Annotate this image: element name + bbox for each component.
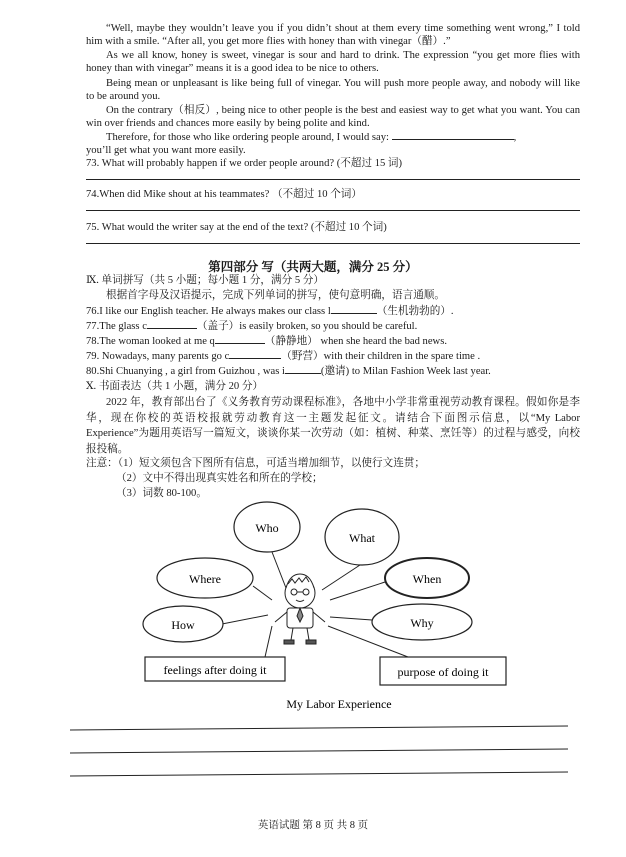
bubble-how [143,606,223,642]
box-feelings-label: feelings after doing it [163,663,267,677]
part-10-title: Ⅹ. 书面表达（共 1 小题，满分 20 分） [86,381,264,392]
student-figure-icon [275,574,325,644]
diagram-caption: My Labor Experience [286,697,392,711]
item-77-hint: （盖子）is easily broken, so you should be careful. [196,321,418,332]
bubble-why-label: Why [410,616,434,630]
box-purpose-label: purpose of doing it [397,665,489,679]
item-77-text: 77.The glass c [86,321,147,332]
bubble-when [385,558,469,598]
writing-prompt: 2022 年，教育部出台了《义务教育劳动课程标准》，各地中小学非常重视劳动教育课程。假如你是李华，现在你校的英语校报就劳动教育这一主题发起征文。请结合下面图示信息，以“My Labor Experience”为题用英语写一篇短文，谈谈你某一次劳动（如：植树、种菜、烹饪等）的过程与感受，向校报投稿。 [86,397,580,455]
passage-paragraph-2: As we all know, honey is sweet, vinegar is sour and hard to drink. The expression “you get more flies with honey than with vinegar” means it is a good idea to be nice to others. [86,50,580,75]
bubble-who [234,502,300,552]
part-9-instructions: 根据首字母及汉语提示，完成下列单词的拼写，使句意明确，语言通顺。 [106,290,445,301]
bubble-what [325,509,399,565]
bubble-how-label: How [171,618,195,632]
note-1: （1）短文须包含下图所有信息，可适当增加细节，以使行文连贯； [117,458,425,469]
item-78-hint: （静静地） when she heard the bad news. [264,336,447,347]
passage-paragraph-5-text: Therefore, for those who like ordering people around, I would say: [106,132,390,143]
item-76-text: 76.I like our English teacher. He always makes our class l [86,306,331,317]
bubble-who-label: Who [255,521,279,535]
question-74: 74.When did Mike shout at his teammates? （不超过 10 个词） [86,189,362,200]
passage-paragraph-1: “Well, maybe they wouldn’t leave you if you didn’t shout at them every time something went wrong,” I told him with a smile. “After all, you get more flies with honey than with vinegar（醋）.” [86,23,580,48]
notes-label: 注意： [86,458,118,469]
passage-paragraph-5: Therefore, for those who like ordering people around, I would say: , [106,132,517,143]
note-3: （3）词数 80-100。 [116,488,207,499]
bubble-what-label: What [349,531,375,545]
item-79-hint: （野营）with their children in the spare time . [281,351,481,362]
item-80-text: 80.Shi Chuanying , a girl from Guizhou , was i [86,366,285,377]
bubble-where-label: Where [189,572,221,586]
item-80-hint: (邀请) to Milan Fashion Week last year. [320,366,491,377]
item-79-text: 79. Nowadays, many parents go c [86,351,230,362]
bubble-where [157,558,253,598]
passage-paragraph-3: Being mean or unpleasant is like being full of vinegar. You will push more people away, and nobody will like to be around you. [86,78,580,103]
section-4-title: 第四部分 写（共两大题，满分 25 分） [208,260,418,274]
bubble-why [372,604,472,640]
box-purpose [380,657,506,685]
item-78-text: 78.The woman looked at me q [86,336,215,347]
item-76-hint: （生机勃勃的）. [376,306,454,317]
part-9-title: Ⅸ. 单词拼写（共 5 小题；每小题 1 分，满分 5 分） [86,275,324,286]
page-footer: 英语试题 第 8 页 共 8 页 [257,820,369,831]
composition-lines[interactable] [70,726,568,776]
box-feelings [145,657,285,681]
note-2: （2）文中不得出现真实姓名和所在的学校； [116,473,323,484]
passage-paragraph-5-end: you’ll get what you want more easily. [86,145,246,156]
bubble-when-label: When [412,572,442,586]
question-73: 73. What will probably happen if we order people around? (不超过 15 词) [86,158,403,169]
question-75: 75. What would the writer say at the end of the text? (不超过 10 个词) [86,222,387,233]
passage-paragraph-4: On the contrary（相反）, being nice to other people is the best and easiest way to get what you want. You can win over friends and chances more easily by being polite and kind. [86,105,580,130]
